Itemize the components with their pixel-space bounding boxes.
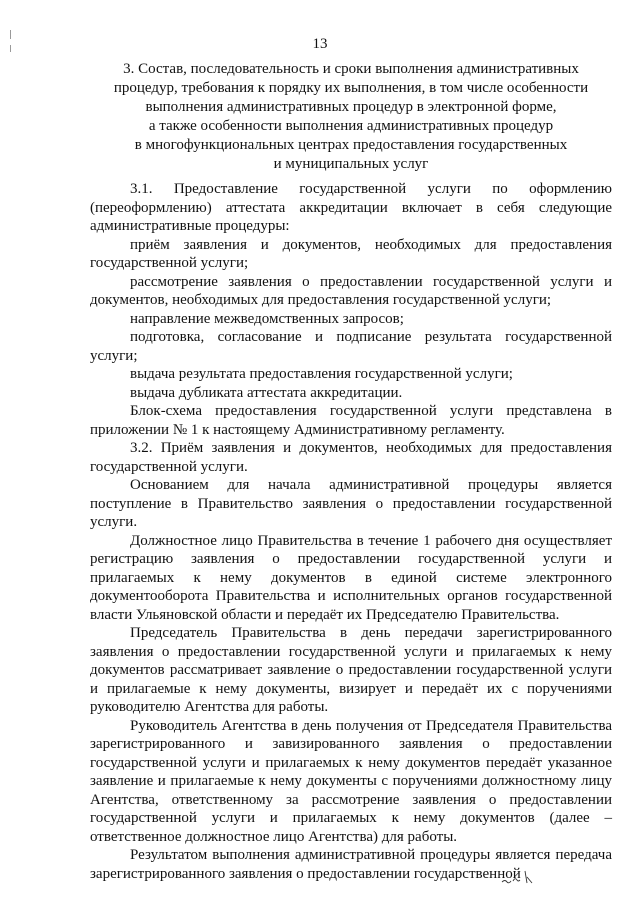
page-number: 13 xyxy=(312,36,328,52)
heading-line: выполнения административных процедур в электронной форме, xyxy=(145,99,557,115)
paragraph: Основанием для начала административной процедуры является поступление в Правительство заявления о предоставлении государственной услуги. xyxy=(90,477,612,530)
paragraph: рассмотрение заявления о предоставлении государственной услуги и документов, необходимых для предоставления государственной услуги; xyxy=(90,273,612,308)
paragraph: Блок-схема предоставления государственной услуги представлена в приложении № 1 к настоящему Административному регламенту. xyxy=(90,403,612,438)
heading-line: и муниципальных услуг xyxy=(273,156,429,172)
handwritten-initials xyxy=(500,868,540,886)
paragraph: направление межведомственных запросов; xyxy=(130,310,404,327)
paragraph: Должностное лицо Правительства в течение 1 рабочего дня осуществляет регистрацию заявления о предоставлении государственной услуги и прилагаемых к нему документов в единой системе электронного документооборота Правительства и исполнительных органов государственной власти Ульяновской области и передаёт их Председателю Правительства. xyxy=(90,532,612,623)
paragraph: 3.1. Предоставление государственной услуги по оформлению (переоформлению) аттестата аккредитации включает в себя следующие административные процедуры: xyxy=(90,181,612,234)
heading-line: в многофункциональных центрах предоставления государственных xyxy=(134,137,568,153)
paragraph: выдача результата предоставления государственной услуги; xyxy=(130,366,513,382)
paragraph: Руководитель Агентства в день получения от Председателя Правительства зарегистрированного и завизированного заявления о предоставлении государственной услуги и прилагаемых к нему документов передаёт указанное заявление и прилагаемые к нему документы с поручениями должностному лицу Агентства, ответственному за рассмотрение заявления о предоставлении государственной услуги и прилагаемых к нему документов (далее – ответственное должностное лицо Агентства) для работы. xyxy=(90,717,612,845)
paragraph: Результатом выполнения административной процедуры является передача зарегистрированного заявления о предоставлении государственной xyxy=(90,847,612,882)
paragraph: выдача дубликата аттестата аккредитации. xyxy=(130,384,403,401)
paragraph: 3.2. Приём заявления и документов, необходимых для предоставления государственной услуги. xyxy=(90,440,612,475)
paragraph: подготовка, согласование и подписание результата государственной услуги; xyxy=(90,329,612,364)
heading-line: процедур, требования к порядку их выполнения, в том числе особенности xyxy=(113,80,589,96)
section-heading xyxy=(86,60,616,174)
heading-line: а также особенности выполнения административных процедур xyxy=(148,118,554,134)
paragraph: Председатель Правительства в день передачи зарегистрированного заявления о предоставлении государственной услуги и прилагаемых к нему документов рассматривает заявление о предоставлении государственной услуги и прилагаемые к нему документы, визирует и передаёт их с поручениями руководителю Агентства для работы. xyxy=(90,625,612,715)
document-body xyxy=(90,180,612,883)
paragraph: приём заявления и документов, необходимых для предоставления государственной услуги; xyxy=(90,236,612,271)
heading-line: 3. Состав, последовательность и сроки выполнения административных xyxy=(123,61,579,77)
